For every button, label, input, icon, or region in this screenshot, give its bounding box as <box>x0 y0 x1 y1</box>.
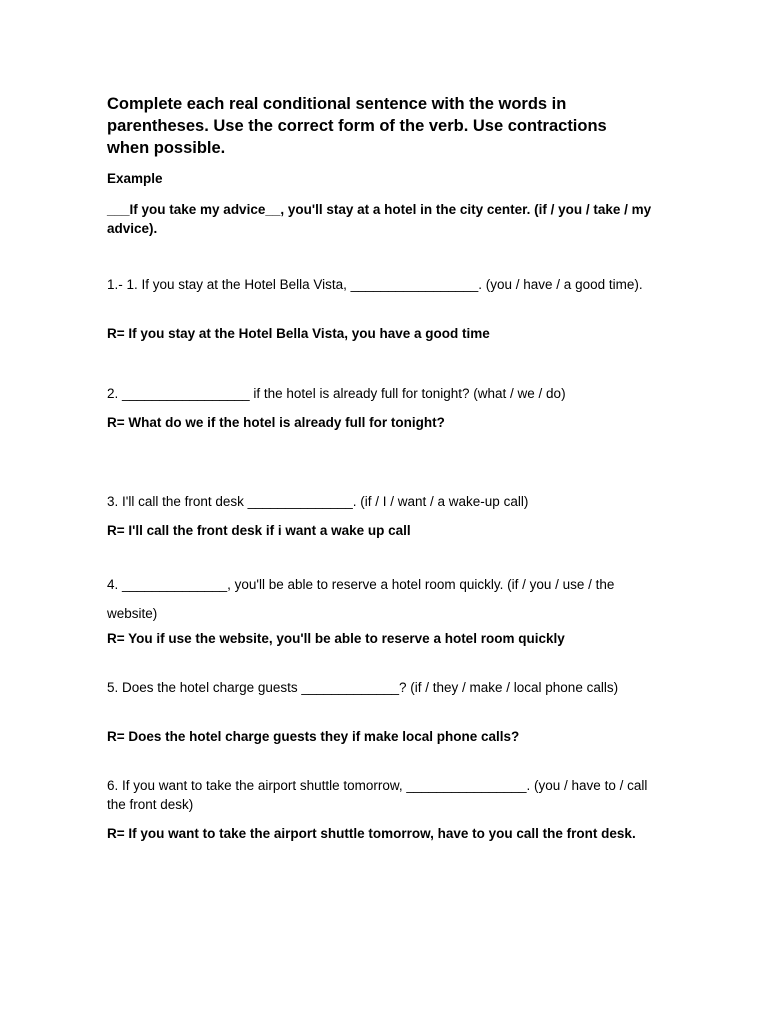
answer-5: R= Does the hotel charge guests they if make local phone calls? <box>107 729 520 744</box>
answer-2: R= What do we if the hotel is already full for tonight? <box>107 415 445 430</box>
question-6: 6. If you want to take the airport shuttle tomorrow, ________________. (you / have to / call the front desk) <box>107 778 648 812</box>
question-4: 4. ______________, you'll be able to reserve a hotel room quickly. (if / you / use / the website) <box>107 577 615 621</box>
worksheet-instructions: Complete each real conditional sentence with the words in parentheses. Use the correct form of the verb. Use contractions when possible. <box>107 95 607 157</box>
question-5: 5. Does the hotel charge guests _____________? (if / they / make / local phone calls) <box>107 680 619 695</box>
example-label: Example <box>107 171 163 186</box>
answer-3: R= I'll call the front desk if i want a wake up call <box>107 523 411 538</box>
question-2: 2. _________________ if the hotel is already full for tonight? (what / we / do) <box>107 386 566 401</box>
document-page <box>107 0 667 1024</box>
answer-4: R= You if use the website, you'll be able to reserve a hotel room quickly <box>107 631 565 646</box>
answer-6: R= If you want to take the airport shuttle tomorrow, have to you call the front desk. <box>107 826 636 841</box>
question-1: 1.- 1. If you stay at the Hotel Bella Vista, _________________. (you / have / a good time). <box>107 277 643 292</box>
answer-1: R= If you stay at the Hotel Bella Vista, you have a good time <box>107 326 490 341</box>
example-sentence: ___If you take my advice__, you'll stay at a hotel in the city center. (if / you / take / my advice). <box>107 202 652 236</box>
question-3: 3. I'll call the front desk ______________. (if / I / want / a wake-up call) <box>107 494 529 509</box>
